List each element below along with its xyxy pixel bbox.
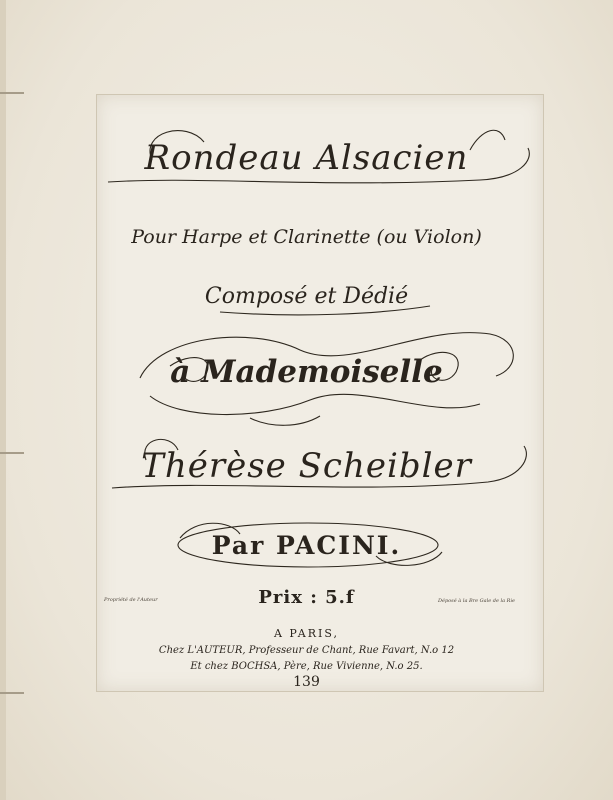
deposit-note: Déposé à la Bre Gale de la Rie bbox=[438, 598, 516, 604]
dedication-line: à Mademoiselle bbox=[170, 354, 443, 390]
composer-line: Par PACINI. bbox=[211, 531, 402, 560]
price: Prix : 5.f bbox=[258, 587, 355, 608]
piece-title: Rondeau Alsacien bbox=[144, 138, 469, 178]
composed-dedicated-line: Composé et Dédié bbox=[204, 284, 409, 309]
dedicatee-name: Thérèse Scheibler bbox=[141, 446, 472, 486]
ownership-note: Propriété de l'Auteur bbox=[104, 597, 158, 603]
instrumentation: Pour Harpe et Clarinette (ou Violon) bbox=[131, 226, 482, 248]
publisher-address-2: Et chez BOCHSA, Père, Rue Vivienne, N.o 25. bbox=[190, 661, 423, 672]
publisher-address-1: Chez L'AUTEUR, Professeur de Chant, Rue Favart, N.o 12 bbox=[158, 645, 455, 656]
plate-number: 139 bbox=[293, 674, 320, 690]
publisher-city: A PARIS, bbox=[273, 627, 340, 640]
